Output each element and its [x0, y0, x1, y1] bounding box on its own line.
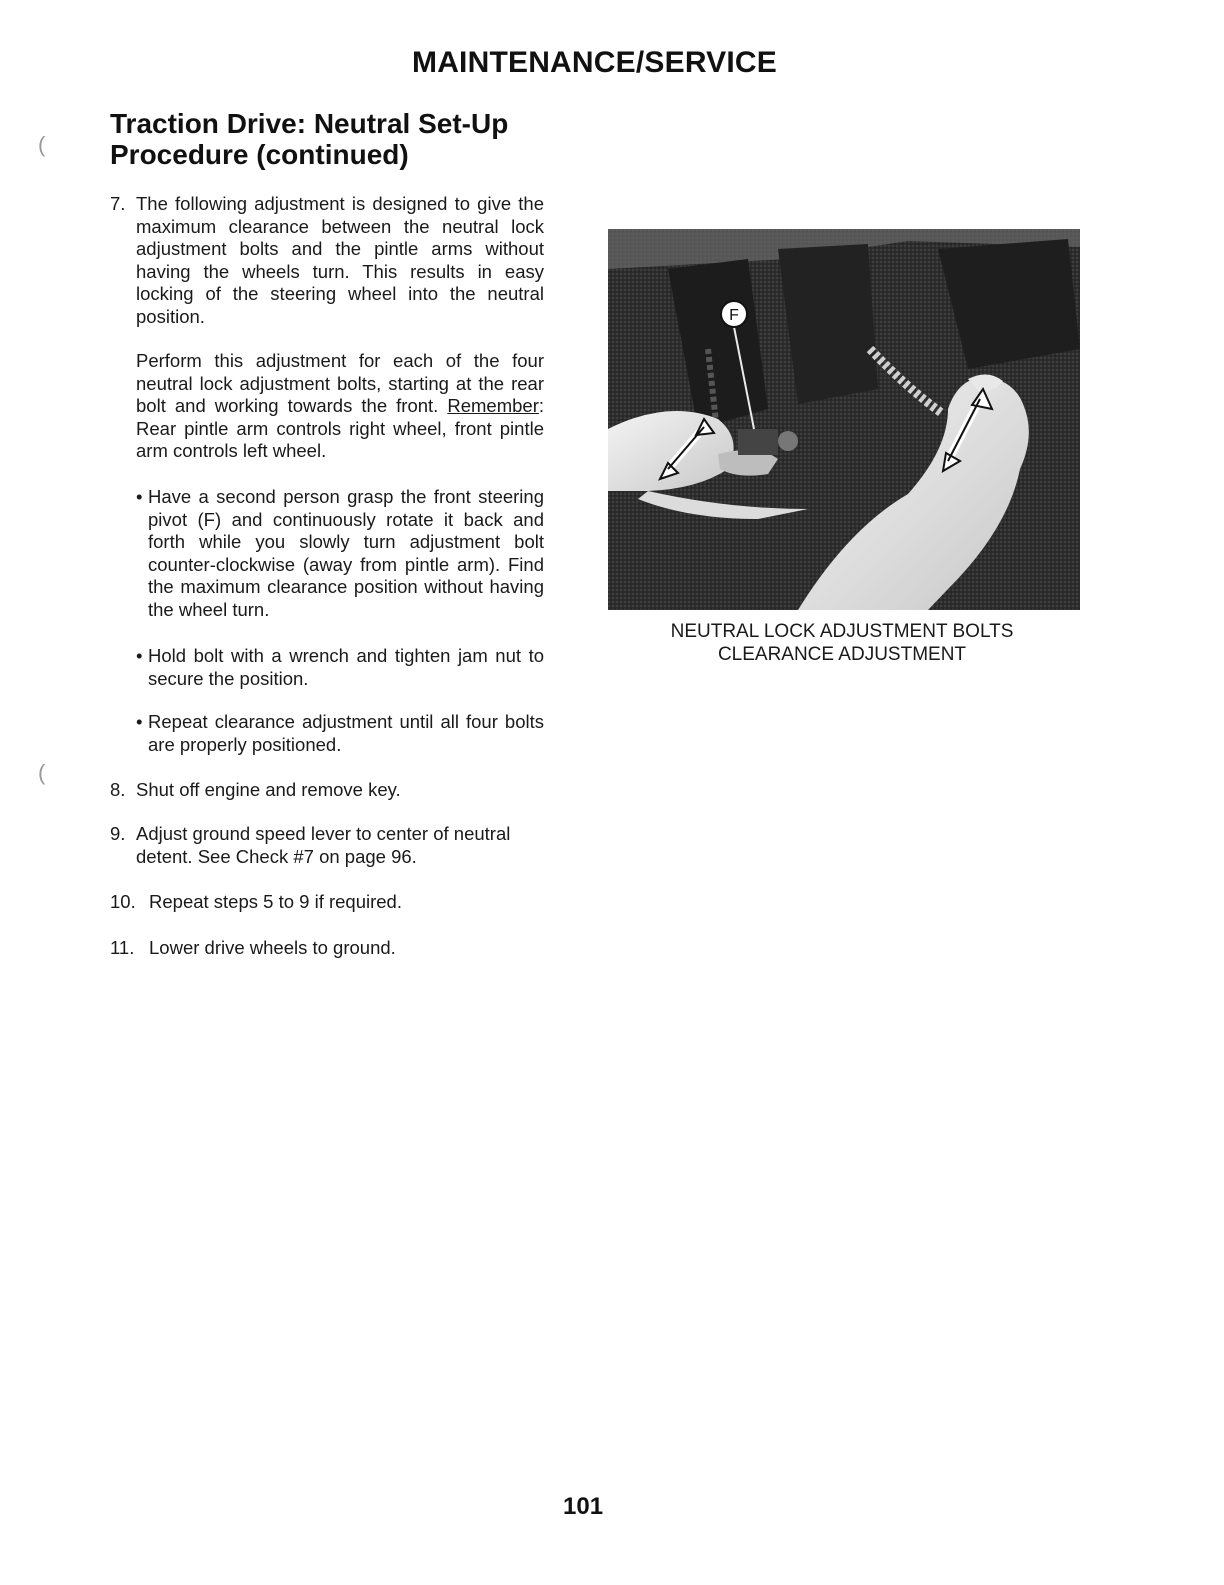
step-11-text: Lower drive wheels to ground. — [149, 937, 396, 958]
bullet-item-2 — [136, 645, 544, 695]
step-8-text: Shut off engine and remove key. — [136, 779, 401, 800]
scan-artifact: ( — [38, 760, 46, 785]
scan-artifact: ( — [38, 132, 46, 157]
figure-photo — [608, 229, 1080, 610]
bullet-text-2: Hold bolt with a wrench and tighten jam nut to secure the position. — [148, 645, 544, 689]
step-10-text: Repeat steps 5 to 9 if required. — [149, 891, 402, 912]
figure-caption — [620, 620, 1064, 666]
perform-paragraph — [136, 350, 544, 463]
callout-letter: F — [729, 307, 739, 324]
bullet-item-1 — [136, 486, 544, 626]
step-7-number: 7. — [110, 193, 126, 214]
bullet-text-3: Repeat clearance adjustment until all four bolts are properly positioned. — [148, 711, 544, 755]
page-number: 101 — [563, 1493, 604, 1520]
caption-line1: NEUTRAL LOCK ADJUSTMENT BOLTS — [670, 621, 1014, 642]
bullet-item-3 — [136, 711, 544, 761]
page-title — [110, 108, 570, 170]
step-9-number: 9. — [110, 823, 126, 844]
step-10 — [110, 891, 550, 917]
page-title-line1: Traction Drive: Neutral Set-Up — [110, 108, 509, 139]
page-title-line2: Procedure (continued) — [110, 139, 409, 170]
bullet-dot: • — [136, 486, 143, 507]
step-8-number: 8. — [110, 779, 126, 800]
bullet-dot: • — [136, 645, 143, 666]
section-header: MAINTENANCE/SERVICE — [412, 46, 777, 79]
remember-label: Remember — [447, 395, 539, 416]
step-10-number: 10. — [110, 891, 136, 912]
step-11-number: 11. — [110, 937, 135, 958]
step-11 — [110, 937, 550, 963]
bullet-dot: • — [136, 711, 143, 732]
caption-line2: CLEARANCE ADJUSTMENT — [717, 644, 967, 665]
step-7 — [110, 193, 550, 333]
step-9-text: Adjust ground speed lever to center of neutral detent. See Check #7 on page 96. — [136, 823, 511, 867]
step-8 — [110, 779, 550, 805]
step-9 — [110, 823, 550, 873]
remember-text: : Rear pintle arm controls right wheel, front pintle arm controls left wheel. — [136, 395, 544, 461]
perform-text: Perform this adjustment for each of the four neutral lock adjustment bolts, starting at the rear bolt and working towards the front. — [136, 350, 544, 416]
bullet-text-1: Have a second person grasp the front steering pivot (F) and continuously rotate it back and forth while you slowly turn adjustment bolt counter-clockwise (away from pintle arm). Find the maximum clearance position without having the wheel turn. — [148, 486, 544, 620]
step-7-text: The following adjustment is designed to give the maximum clearance between the neutral lock adjustment bolts and the pintle arms without having the wheels turn. This results in easy locking of the steering wheel into the neutral position. — [136, 193, 544, 327]
